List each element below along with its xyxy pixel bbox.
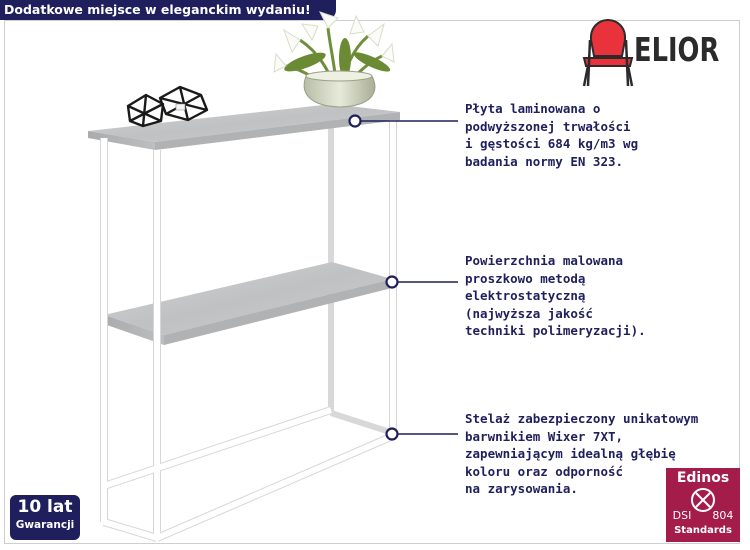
- certificate-code: [666, 510, 740, 522]
- feature-frame-protection: Stelaż zabezpieczony unikatowym barwnikiem Wixer 7XT, zapewniającym idealną głębię koloru oraz odporność na zarysowania.: [465, 411, 699, 496]
- certificate-code-left: DSI: [672, 509, 692, 522]
- warranty-label: Gwarancji: [15, 519, 75, 531]
- certificate-code-right: 804: [712, 509, 734, 522]
- certificate-standard: Standards: [674, 525, 732, 536]
- brand-logo: ELIOR: [634, 30, 720, 69]
- warranty-years: 10 lat: [17, 497, 73, 517]
- lower-shelf: [104, 262, 392, 345]
- warranty-badge: [10, 495, 80, 540]
- certificate-badge: [666, 468, 740, 542]
- feature-powder-coating: Powierzchnia malowana proszkowo metodą elektrostatyczną (najwyższa jakość techniki polimeryzacji).: [465, 253, 646, 338]
- chair-icon: [584, 20, 632, 86]
- certificate-name: Edinos: [676, 470, 730, 486]
- vase-with-flowers: [274, 12, 394, 107]
- feature-laminated-board: Płyta laminowana o podwyższonej trwałości i gęstości 684 kg/m3 wg badania normy EN 323.: [465, 101, 639, 169]
- promo-banner: Dodatkowe miejsce w eleganckim wydaniu!: [0, 0, 336, 20]
